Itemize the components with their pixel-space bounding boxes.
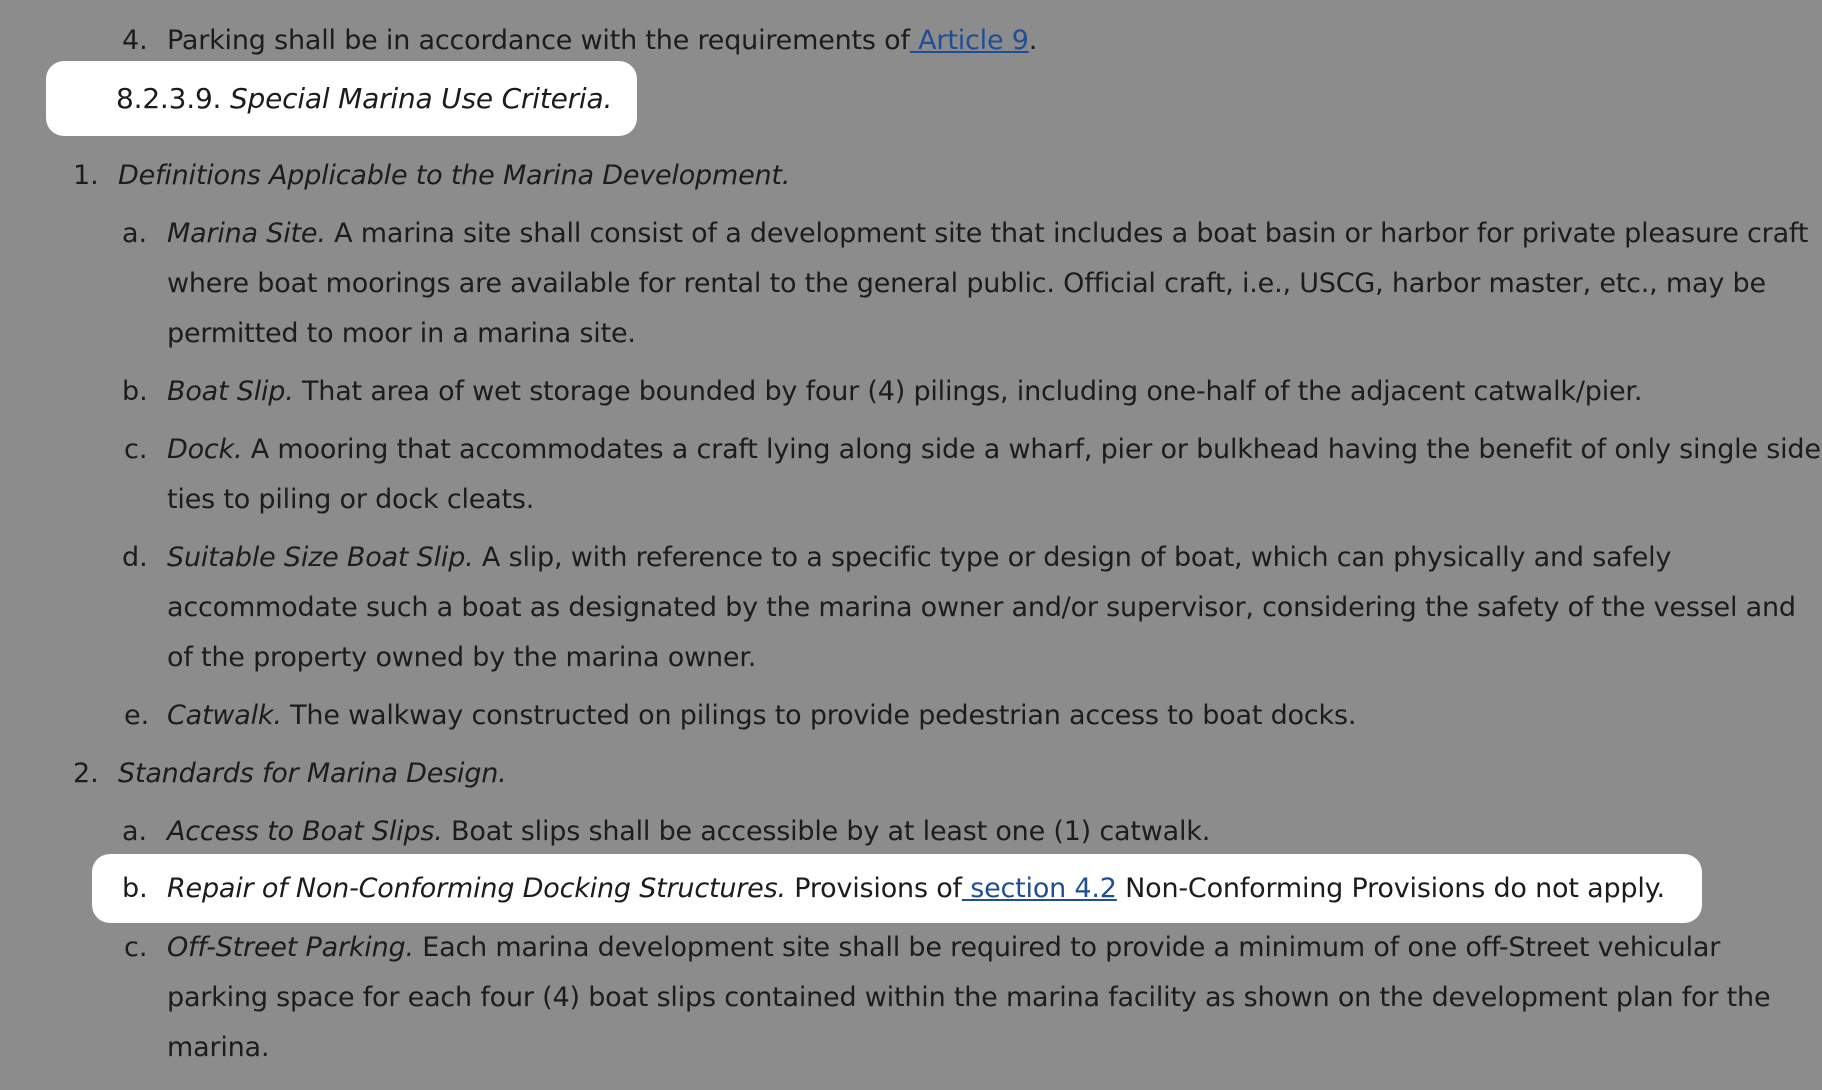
section-heading xyxy=(116,74,612,124)
section-4-2-link[interactable]: section 4.2 xyxy=(961,873,1117,904)
standard-term: Access to Boat Slips. xyxy=(167,816,443,847)
article-9-link[interactable]: Article 9 xyxy=(909,25,1029,56)
definition-line: permitted to moor in a marina site. xyxy=(167,318,636,349)
definition-line xyxy=(167,691,1356,741)
list-marker: b. xyxy=(122,376,148,407)
definition-term: Dock. xyxy=(167,434,243,465)
definition-text: The walkway constructed on pilings to provide pedestrian access to boat docks. xyxy=(281,700,1357,731)
definition-text: A slip, with reference to a specific type or design of boat, which can physically and safely xyxy=(473,542,1672,573)
definition-line: of the property owned by the marina owner. xyxy=(167,642,757,673)
standard-line xyxy=(167,807,1210,857)
standard-text-end: Non-Conforming Provisions do not apply. xyxy=(1116,873,1665,904)
definition-text: A mooring that accommodates a craft lying along side a wharf, pier or bulkhead having the benefit of only single side xyxy=(242,434,1821,465)
standard-term: Off-Street Parking. xyxy=(167,932,414,963)
list-marker: c. xyxy=(124,434,148,465)
definition-line: accommodate such a boat as designated by the marina owner and/or supervisor, considering the safety of the vessel and xyxy=(167,592,1796,623)
list-marker: b. xyxy=(122,873,148,904)
standard-line xyxy=(167,864,1665,914)
list-marker: e. xyxy=(124,700,150,731)
definition-text: A marina site shall consist of a development site that includes a boat basin or harbor for private pleasure craft xyxy=(325,218,1809,249)
list-marker: 2. xyxy=(73,758,99,789)
list-marker: c. xyxy=(124,932,148,963)
item-end: . xyxy=(1028,25,1038,56)
definition-line xyxy=(167,533,1671,583)
definition-line: ties to piling or dock cleats. xyxy=(167,484,535,515)
definition-term: Marina Site. xyxy=(167,218,326,249)
definition-line xyxy=(167,209,1808,259)
definition-line xyxy=(167,425,1821,475)
list-marker: 1. xyxy=(73,160,99,191)
parking-requirement-text xyxy=(167,16,1037,66)
standard-text: Boat slips shall be accessible by at least one (1) catwalk. xyxy=(442,816,1211,847)
standards-heading: Standards for Marina Design. xyxy=(118,758,507,789)
standard-text: Provisions of xyxy=(785,873,962,904)
standard-line: marina. xyxy=(167,1032,270,1063)
standard-line xyxy=(167,923,1720,973)
definition-line: where boat moorings are available for rental to the general public. Official craft, i.e., USCG, harbor master, etc., may be xyxy=(167,268,1766,299)
list-marker: a. xyxy=(122,218,148,249)
section-number: 8.2.3.9. xyxy=(116,82,222,115)
standard-line: parking space for each four (4) boat slips contained within the marina facility as shown on the development plan for the xyxy=(167,982,1771,1013)
definition-term: Suitable Size Boat Slip. xyxy=(167,542,474,573)
definition-term: Catwalk. xyxy=(167,700,282,731)
standard-term: Repair of Non-Conforming Docking Structures. xyxy=(167,873,786,904)
definitions-heading: Definitions Applicable to the Marina Development. xyxy=(118,160,791,191)
list-marker: d. xyxy=(122,542,148,573)
section-title: Special Marina Use Criteria. xyxy=(229,82,613,115)
definition-text: That area of wet storage bounded by four (4) pilings, including one-half of the adjacent catwalk/pier. xyxy=(293,376,1643,407)
definition-line xyxy=(167,367,1642,417)
item-text: Parking shall be in accordance with the requirements of xyxy=(167,25,910,56)
list-marker: 4. xyxy=(122,25,148,56)
list-marker: a. xyxy=(122,816,148,847)
definition-term: Boat Slip. xyxy=(167,376,294,407)
standard-text: Each marina development site shall be required to provide a minimum of one off-Street vehicular xyxy=(413,932,1721,963)
